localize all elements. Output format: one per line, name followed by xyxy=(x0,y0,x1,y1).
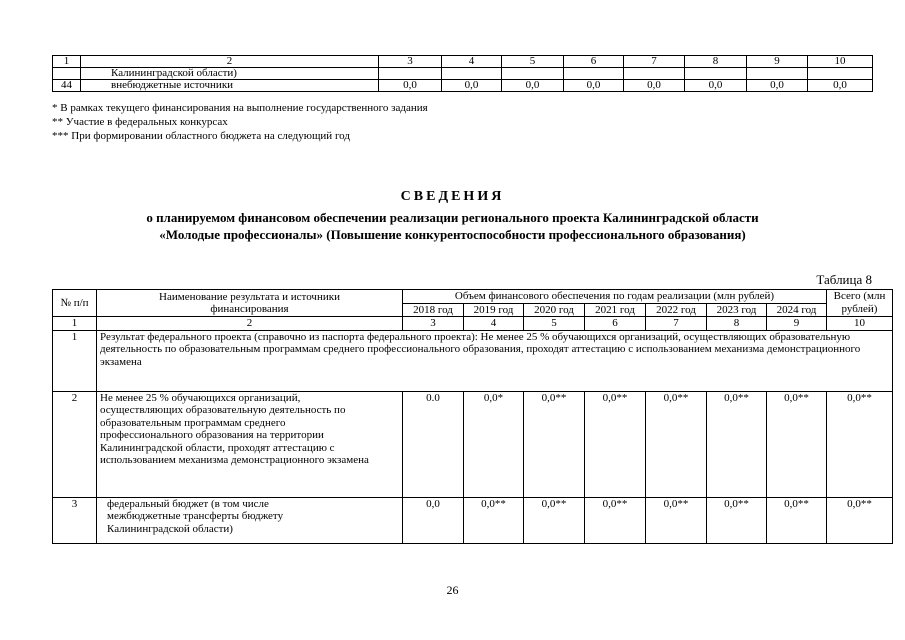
footnote: ** Участие в федеральных конкурсах xyxy=(52,116,228,128)
table-header-row xyxy=(53,56,873,68)
header-name: Наименование результата и источники финансирования xyxy=(97,290,403,317)
header-cell: 10 xyxy=(808,56,873,68)
header-volume: Объем финансового обеспечения по годам реализации (млн рублей) xyxy=(403,290,827,304)
header-num: № п/п xyxy=(53,290,97,317)
column-number: 8 xyxy=(707,317,767,331)
value-cell: 0,0** xyxy=(646,497,707,543)
numbering-row xyxy=(53,317,893,331)
row-number: 1 xyxy=(53,330,97,391)
value-cell: 0,0 xyxy=(624,80,685,92)
table-row xyxy=(53,68,873,80)
header-year: 2020 год xyxy=(524,303,585,317)
column-number: 6 xyxy=(585,317,646,331)
value-cell: 0,0** xyxy=(464,497,524,543)
column-number: 5 xyxy=(524,317,585,331)
continued-table xyxy=(52,55,873,92)
header-year: 2024 год xyxy=(767,303,827,317)
value-cell: 0,0** xyxy=(707,497,767,543)
header-year: 2018 год xyxy=(403,303,464,317)
value-cell: 0,0** xyxy=(585,497,646,543)
header-cell: 9 xyxy=(747,56,808,68)
footnote: * В рамках текущего финансирования на выполнение государственного задания xyxy=(52,102,428,114)
column-number: 9 xyxy=(767,317,827,331)
header-cell: 4 xyxy=(442,56,502,68)
value-cell: 0,0** xyxy=(827,497,893,543)
value-cell: 0,0** xyxy=(827,391,893,497)
header-year: 2023 год xyxy=(707,303,767,317)
header-cell: 1 xyxy=(53,56,81,68)
table-row xyxy=(53,80,873,92)
table-row xyxy=(53,330,893,391)
result-description: Результат федерального проекта (справочно из паспорта федерального проекта): Не менее 25 % обучающихся организаций, осуществляющих образовательную деятельность по образовательным программам среднего профессионального образования, проходят аттестацию с использованием механизма демонстрационного экзамена xyxy=(97,330,893,391)
header-cell: 6 xyxy=(564,56,624,68)
page-number: 26 xyxy=(446,583,459,597)
row-name: федеральный бюджет (в том числе межбюджетные трансферты бюджету Калининградской области) xyxy=(97,497,403,543)
value-cell: 0,0** xyxy=(585,391,646,497)
table-label: Таблица 8 xyxy=(816,272,872,287)
row-name: внебюджетные источники xyxy=(81,80,379,92)
header-cell: 8 xyxy=(685,56,747,68)
row-number: 3 xyxy=(53,497,97,543)
row-name: Не менее 25 % обучающихся организаций, осуществляющих образовательную деятельность по образовательным программам среднего профессионального образования на территории Калининградской области, проходят аттестацию с использованием механизма демонстрационного экзамена xyxy=(97,391,403,497)
column-number: 4 xyxy=(464,317,524,331)
value-cell: 0,0* xyxy=(464,391,524,497)
value-cell: 0,0 xyxy=(403,497,464,543)
column-number: 3 xyxy=(403,317,464,331)
value-cell: 0,0 xyxy=(379,80,442,92)
value-cell: 0,0** xyxy=(524,391,585,497)
table-header-row xyxy=(53,290,893,304)
row-number: 2 xyxy=(53,391,97,497)
financing-table xyxy=(52,289,893,544)
document-subtitle: «Молодые профессионалы» (Повышение конкурентоспособности профессионального образования) xyxy=(159,227,746,242)
value-cell: 0.0 xyxy=(403,391,464,497)
value-cell: 0,0** xyxy=(767,497,827,543)
column-number: 7 xyxy=(646,317,707,331)
header-year: 2021 год xyxy=(585,303,646,317)
value-cell: 0,0 xyxy=(442,80,502,92)
column-number: 2 xyxy=(97,317,403,331)
header-cell: 7 xyxy=(624,56,685,68)
document-heading: СВЕДЕНИЯ xyxy=(400,189,505,204)
value-cell: 0,0 xyxy=(747,80,808,92)
column-number: 10 xyxy=(827,317,893,331)
row-number: 44 xyxy=(53,80,81,92)
value-cell: 0,0 xyxy=(564,80,624,92)
header-year: 2019 год xyxy=(464,303,524,317)
header-cell: 2 xyxy=(81,56,379,68)
value-cell: 0,0** xyxy=(524,497,585,543)
header-cell: 5 xyxy=(502,56,564,68)
table-row xyxy=(53,391,893,497)
row-name: Калининградской области) xyxy=(81,68,379,80)
header-cell: 3 xyxy=(379,56,442,68)
footnotes xyxy=(52,101,428,143)
header-year: 2022 год xyxy=(646,303,707,317)
value-cell: 0,0 xyxy=(502,80,564,92)
footnote: *** При формировании областного бюджета на следующий год xyxy=(52,130,350,142)
document-subtitle: о планируемом финансовом обеспечении реализации регионального проекта Калининградской области xyxy=(146,210,759,225)
table-row xyxy=(53,497,893,543)
value-cell: 0,0** xyxy=(707,391,767,497)
value-cell: 0,0 xyxy=(685,80,747,92)
value-cell: 0,0 xyxy=(808,80,873,92)
column-number: 1 xyxy=(53,317,97,331)
value-cell: 0,0** xyxy=(767,391,827,497)
header-total: Всего (млн рублей) xyxy=(827,290,893,317)
value-cell: 0,0** xyxy=(646,391,707,497)
